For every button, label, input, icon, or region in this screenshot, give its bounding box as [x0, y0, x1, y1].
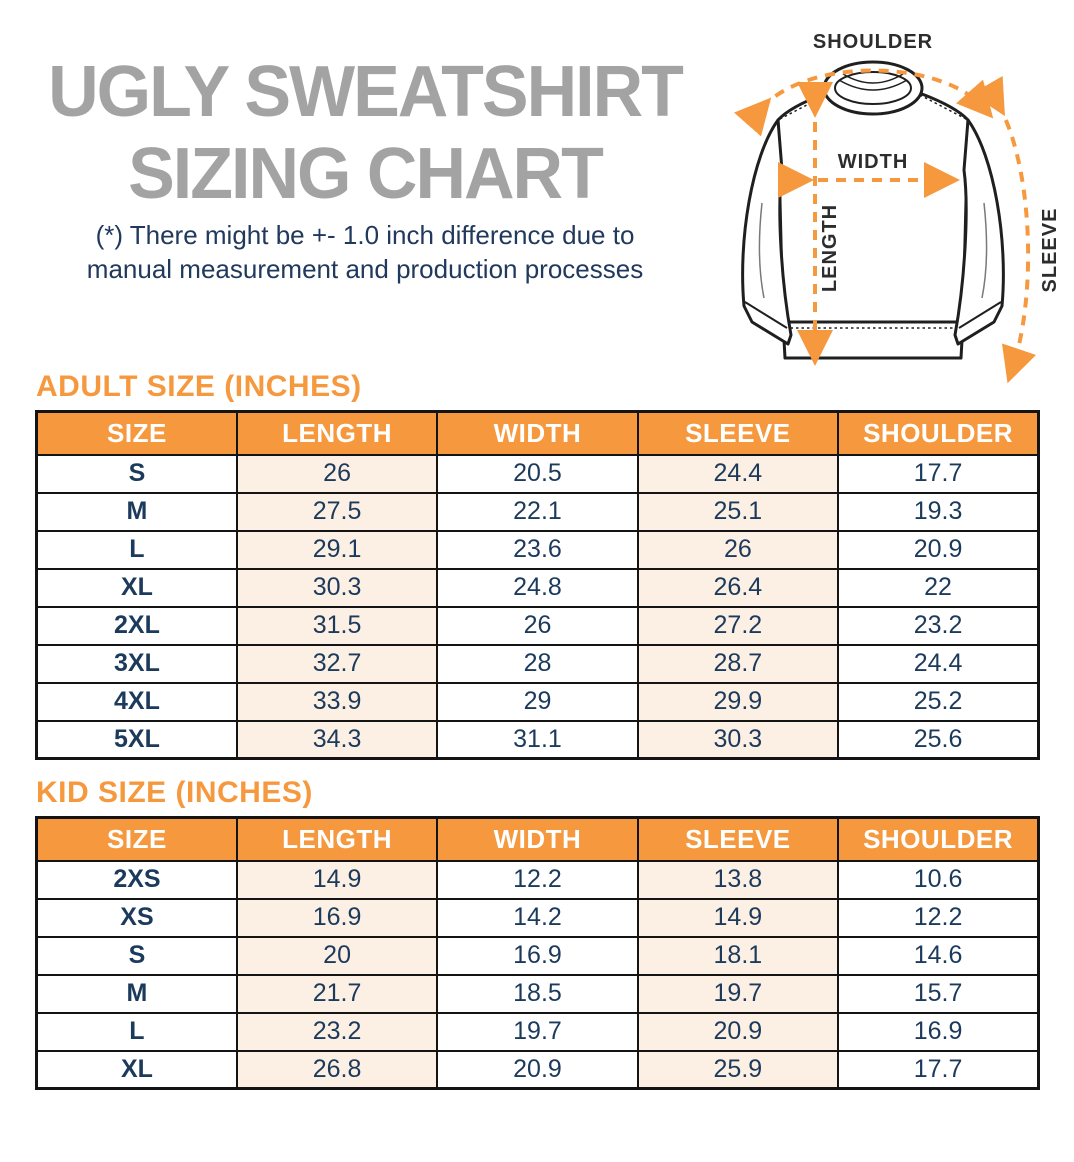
kid-xs-shoulder: 12.2 — [838, 899, 1038, 937]
kid-s-sleeve: 18.1 — [638, 937, 838, 975]
adult-size-s: S — [37, 455, 237, 493]
adult-table-header-row — [37, 412, 1039, 455]
kid-xl-shoulder: 17.7 — [838, 1051, 1038, 1089]
sweatshirt-diagram — [718, 8, 1074, 390]
adult-4xl-width: 29 — [437, 683, 637, 721]
length-dimension-label: LENGTH — [819, 203, 841, 293]
sweatshirt-torso — [778, 87, 968, 323]
kid-col-header-length: LENGTH — [237, 818, 437, 861]
adult-m-shoulder: 19.3 — [838, 493, 1038, 531]
kid-l-sleeve: 20.9 — [638, 1013, 838, 1051]
measurement-note-line1: (*) There might be +- 1.0 inch difference due to — [95, 220, 635, 250]
adult-2xl-sleeve: 27.2 — [638, 607, 838, 645]
table-row — [37, 861, 1039, 899]
shoulder-dimension-label: SHOULDER — [812, 31, 934, 53]
kid-2xs-length: 14.9 — [237, 861, 437, 899]
adult-xl-width: 24.8 — [437, 569, 637, 607]
kid-xs-width: 14.2 — [437, 899, 637, 937]
adult-col-header-sleeve: SLEEVE — [638, 412, 838, 455]
kid-l-shoulder: 16.9 — [838, 1013, 1038, 1051]
kid-col-header-width: WIDTH — [437, 818, 637, 861]
kid-2xs-width: 12.2 — [437, 861, 637, 899]
sleeve-dimension-label: SLEEVE — [1039, 207, 1061, 293]
kid-2xs-shoulder: 10.6 — [838, 861, 1038, 899]
kid-m-shoulder: 15.7 — [838, 975, 1038, 1013]
kid-size-table — [35, 816, 1040, 1090]
table-row — [37, 721, 1039, 759]
table-row — [37, 1013, 1039, 1051]
adult-l-length: 29.1 — [237, 531, 437, 569]
adult-2xl-shoulder: 23.2 — [838, 607, 1038, 645]
kid-s-width: 16.9 — [437, 937, 637, 975]
adult-3xl-shoulder: 24.4 — [838, 645, 1038, 683]
adult-m-sleeve: 25.1 — [638, 493, 838, 531]
table-row — [37, 607, 1039, 645]
table-row — [37, 569, 1039, 607]
adult-size-heading: ADULT SIZE (INCHES) — [36, 370, 362, 403]
adult-5xl-width: 31.1 — [437, 721, 637, 759]
page-title-line2: SIZING CHART — [128, 132, 602, 214]
kid-size-s: S — [37, 937, 237, 975]
adult-5xl-sleeve: 30.3 — [638, 721, 838, 759]
adult-m-length: 27.5 — [237, 493, 437, 531]
sweatshirt-diagram-svg — [718, 8, 1074, 390]
kid-size-m: M — [37, 975, 237, 1013]
page-title — [0, 50, 730, 214]
adult-2xl-length: 31.5 — [237, 607, 437, 645]
adult-l-shoulder: 20.9 — [838, 531, 1038, 569]
kid-m-width: 18.5 — [437, 975, 637, 1013]
kid-table-header-row — [37, 818, 1039, 861]
table-row — [37, 683, 1039, 721]
adult-size-4xl: 4XL — [37, 683, 237, 721]
kid-size-2xs: 2XS — [37, 861, 237, 899]
kid-col-header-sleeve: SLEEVE — [638, 818, 838, 861]
table-row — [37, 531, 1039, 569]
table-row — [37, 455, 1039, 493]
width-dimension-label: WIDTH — [837, 151, 909, 173]
table-row — [37, 645, 1039, 683]
adult-4xl-shoulder: 25.2 — [838, 683, 1038, 721]
kid-s-length: 20 — [237, 937, 437, 975]
kid-2xs-sleeve: 13.8 — [638, 861, 838, 899]
adult-col-header-length: LENGTH — [237, 412, 437, 455]
kid-xl-length: 26.8 — [237, 1051, 437, 1089]
measurement-note-line2: manual measurement and production processes — [86, 254, 644, 284]
kid-m-length: 21.7 — [237, 975, 437, 1013]
measurement-note — [0, 218, 730, 286]
kid-col-header-size: SIZE — [37, 818, 237, 861]
adult-size-5xl: 5XL — [37, 721, 237, 759]
table-row — [37, 937, 1039, 975]
adult-s-shoulder: 17.7 — [838, 455, 1038, 493]
adult-size-3xl: 3XL — [37, 645, 237, 683]
adult-2xl-width: 26 — [437, 607, 637, 645]
kid-xs-sleeve: 14.9 — [638, 899, 838, 937]
adult-size-m: M — [37, 493, 237, 531]
adult-xl-shoulder: 22 — [838, 569, 1038, 607]
kid-size-heading: KID SIZE (INCHES) — [36, 776, 313, 809]
adult-4xl-length: 33.9 — [237, 683, 437, 721]
table-row — [37, 975, 1039, 1013]
kid-l-width: 19.7 — [437, 1013, 637, 1051]
adult-4xl-sleeve: 29.9 — [638, 683, 838, 721]
adult-xl-sleeve: 26.4 — [638, 569, 838, 607]
adult-col-header-width: WIDTH — [437, 412, 637, 455]
kid-size-xl: XL — [37, 1051, 237, 1089]
adult-col-header-shoulder: SHOULDER — [838, 412, 1038, 455]
table-row — [37, 493, 1039, 531]
adult-xl-length: 30.3 — [237, 569, 437, 607]
kid-xs-length: 16.9 — [237, 899, 437, 937]
table-row — [37, 1051, 1039, 1089]
adult-col-header-size: SIZE — [37, 412, 237, 455]
kid-xl-sleeve: 25.9 — [638, 1051, 838, 1089]
adult-size-table — [35, 410, 1040, 760]
page-title-line1: UGLY SWEATSHIRT — [48, 50, 682, 132]
kid-l-length: 23.2 — [237, 1013, 437, 1051]
adult-l-width: 23.6 — [437, 531, 637, 569]
adult-5xl-shoulder: 25.6 — [838, 721, 1038, 759]
kid-xl-width: 20.9 — [437, 1051, 637, 1089]
adult-m-width: 22.1 — [437, 493, 637, 531]
adult-size-2xl: 2XL — [37, 607, 237, 645]
adult-5xl-length: 34.3 — [237, 721, 437, 759]
kid-size-xs: XS — [37, 899, 237, 937]
adult-s-length: 26 — [237, 455, 437, 493]
adult-3xl-width: 28 — [437, 645, 637, 683]
adult-size-xl: XL — [37, 569, 237, 607]
adult-3xl-length: 32.7 — [237, 645, 437, 683]
adult-l-sleeve: 26 — [638, 531, 838, 569]
table-row — [37, 899, 1039, 937]
kid-m-sleeve: 19.7 — [638, 975, 838, 1013]
kid-size-l: L — [37, 1013, 237, 1051]
adult-size-l: L — [37, 531, 237, 569]
adult-s-sleeve: 24.4 — [638, 455, 838, 493]
kid-col-header-shoulder: SHOULDER — [838, 818, 1038, 861]
kid-s-shoulder: 14.6 — [838, 937, 1038, 975]
adult-s-width: 20.5 — [437, 455, 637, 493]
adult-3xl-sleeve: 28.7 — [638, 645, 838, 683]
